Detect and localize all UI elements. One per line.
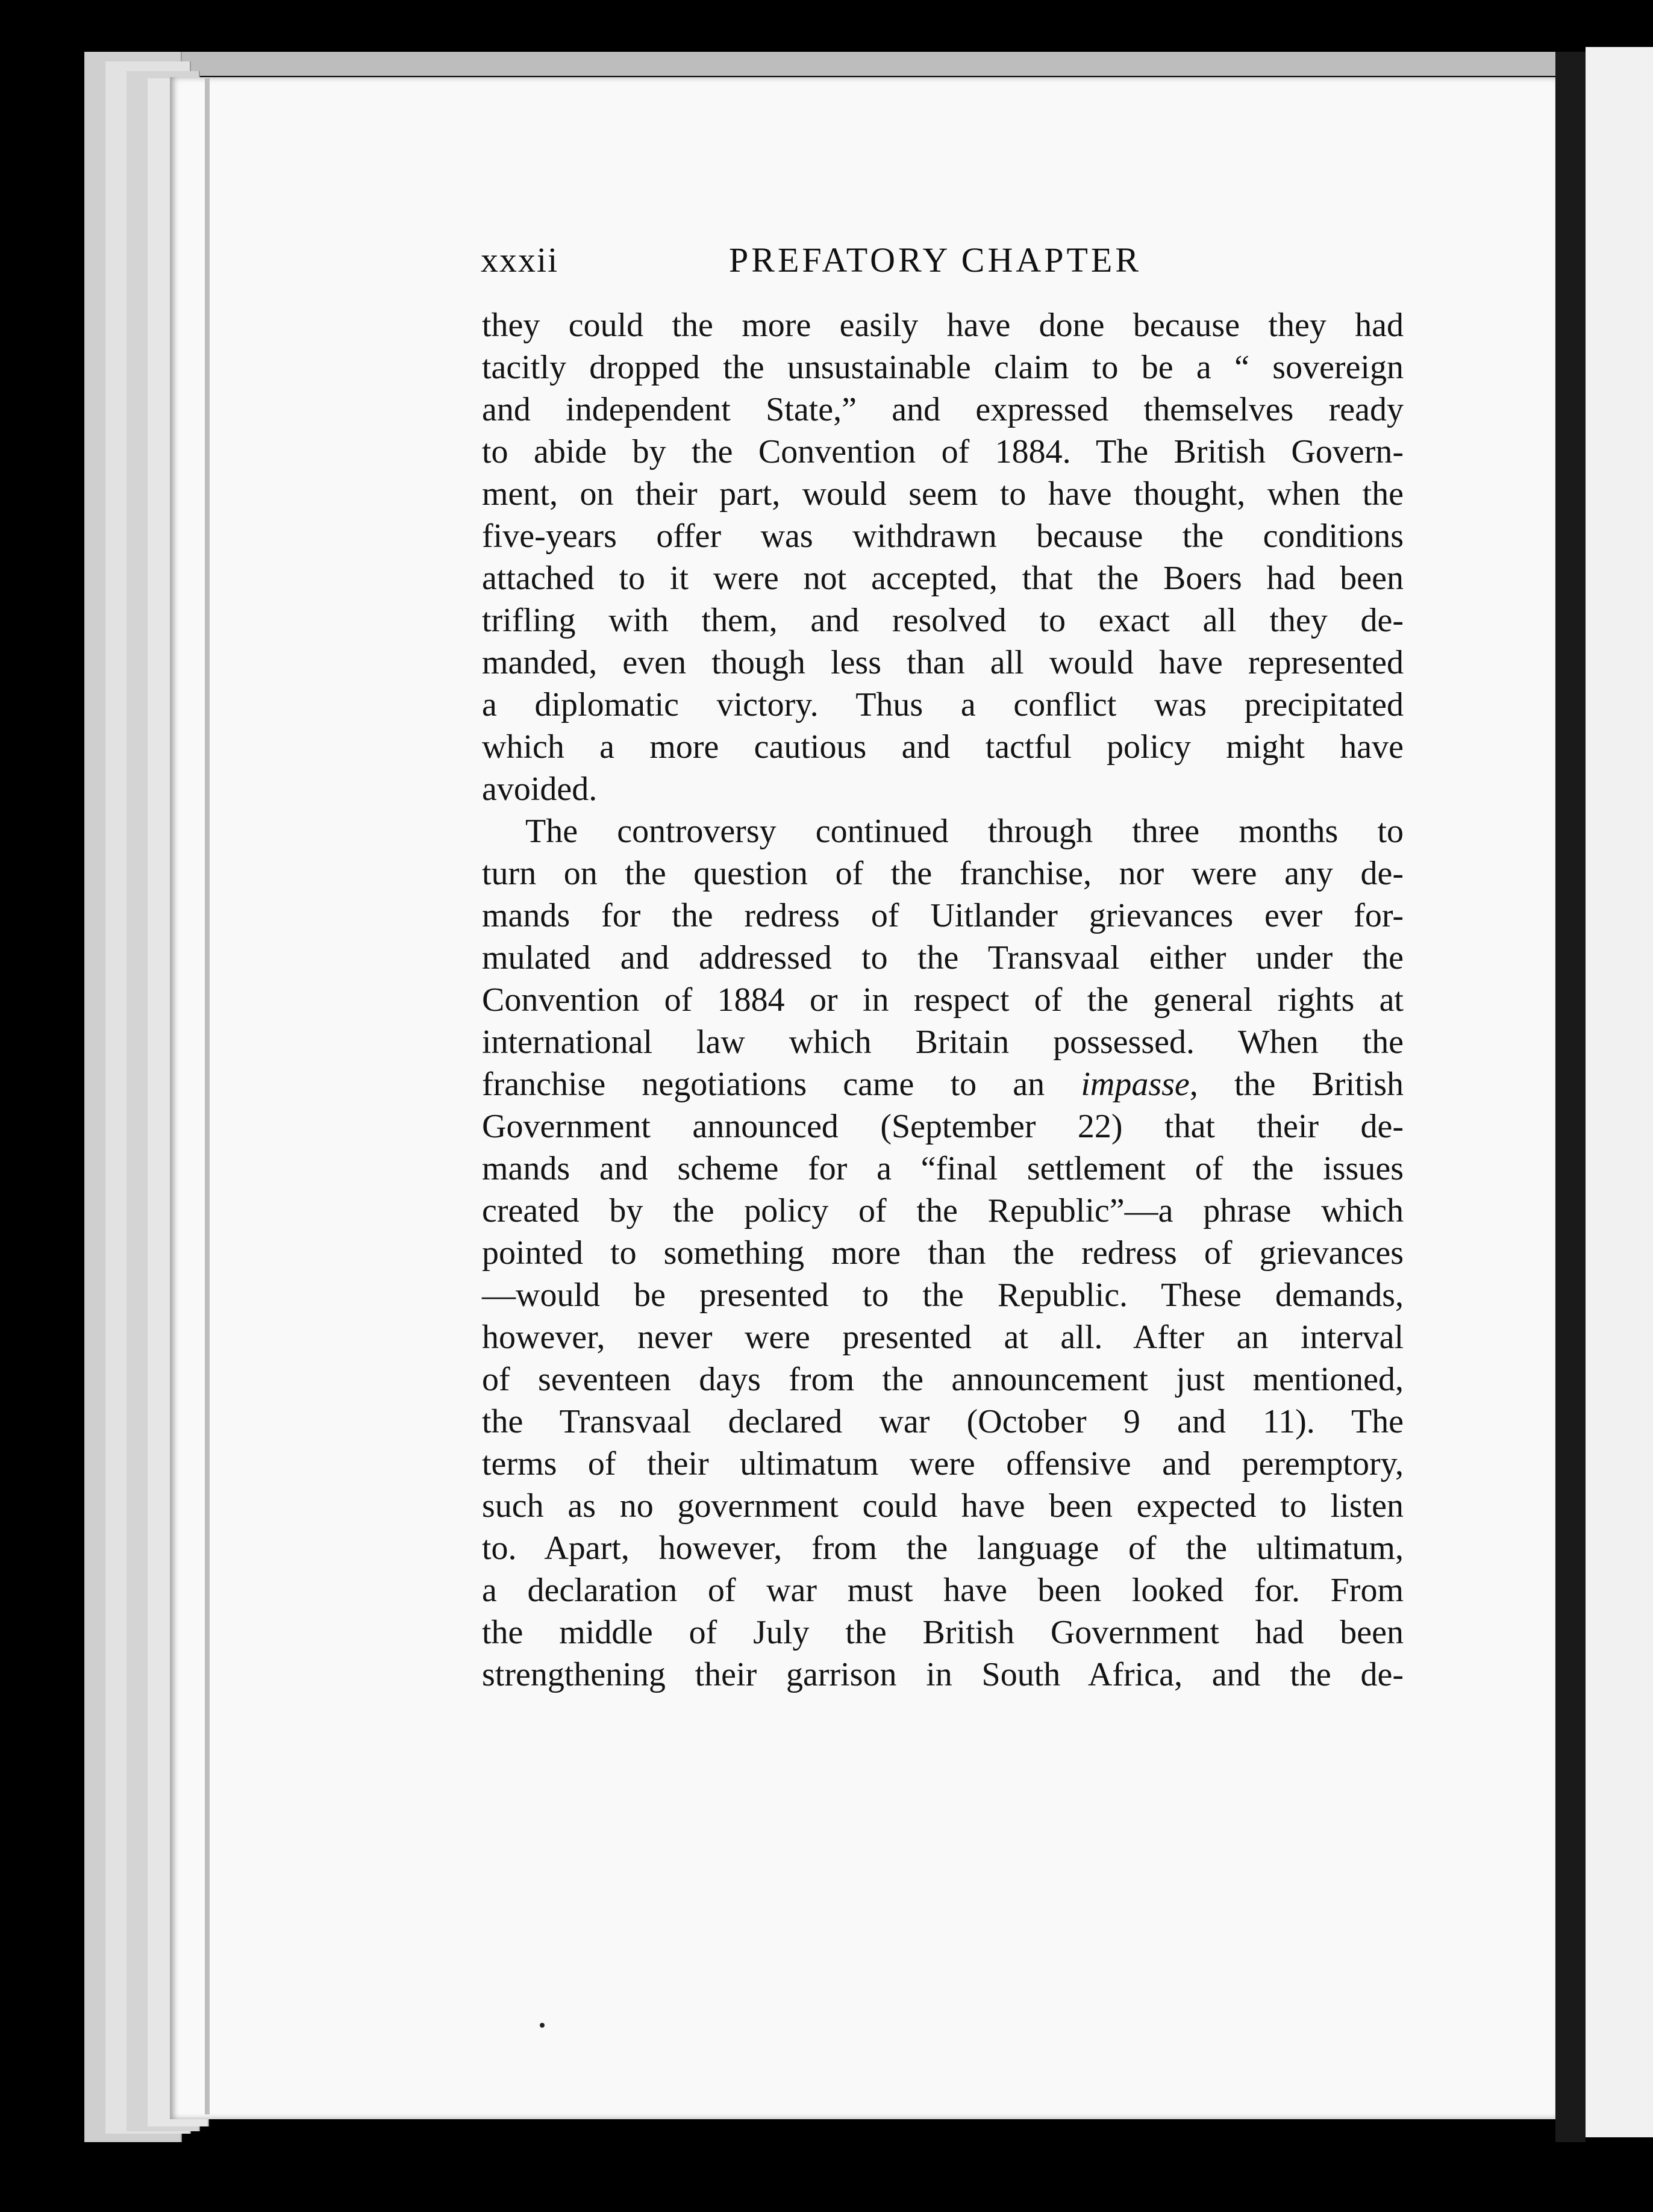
- text-line: strengthening their garrison in South Africa, and the de-: [482, 1656, 1404, 1693]
- ink-dot: [540, 2023, 545, 2028]
- running-title: PREFATORY CHAPTER: [729, 240, 1142, 280]
- text-line: they could the more easily have done because they had: [482, 307, 1404, 344]
- text-line: mands for the redress of Uitlander grievances ever for-: [482, 897, 1404, 934]
- text-line: five-years offer was withdrawn because the conditions: [482, 517, 1404, 555]
- running-head: [481, 240, 1384, 282]
- text-line: a diplomatic victory. Thus a conflict was precipitated: [482, 686, 1404, 723]
- text-line: to. Apart, however, from the language of the ultimatum,: [482, 1529, 1404, 1567]
- text-line: tacitly dropped the unsustainable claim to be a “ sovereign: [482, 349, 1404, 386]
- text-line: trifling with them, and resolved to exact all they de-: [482, 602, 1404, 639]
- page-number: xxxii: [481, 240, 559, 280]
- facing-page-edge: [1586, 47, 1653, 2137]
- book-top-edge: [84, 52, 1566, 76]
- text-line: —would be presented to the Republic. These demands,: [482, 1276, 1404, 1314]
- text-line: pointed to something more than the redress of grievances: [482, 1234, 1404, 1272]
- text-line: turn on the question of the franchise, nor were any de-: [482, 855, 1404, 892]
- text-line: mulated and addressed to the Transvaal either under the: [482, 939, 1404, 976]
- text-line: manded, even though less than all would have represented: [482, 644, 1404, 681]
- text-line: which a more cautious and tactful policy might have: [482, 728, 1404, 766]
- text-line: ment, on their part, would seem to have thought, when the: [482, 475, 1404, 513]
- text-line: the middle of July the British Government had been: [482, 1614, 1404, 1651]
- text-line: such as no government could have been expected to listen: [482, 1487, 1404, 1525]
- text-line: attached to it were not accepted, that the Boers had been: [482, 560, 1404, 597]
- text-line: The controversy continued through three months to: [525, 813, 1404, 850]
- text-line: of seventeen days from the announcement just mentioned,: [482, 1361, 1404, 1398]
- text-line: created by the policy of the Republic”—a phrase which: [482, 1192, 1404, 1229]
- text-line: the Transvaal declared war (October 9 and 11). The: [482, 1403, 1404, 1440]
- text-line: to abide by the Convention of 1884. The British Govern-: [482, 433, 1404, 470]
- text-line: Government announced (September 22) that their de-: [482, 1108, 1404, 1145]
- text-line: avoided.: [482, 770, 598, 808]
- gutter-shadow: [1555, 52, 1586, 2142]
- text-line: however, never were presented at all. After an interval: [482, 1319, 1404, 1356]
- body-text: [482, 304, 1404, 1696]
- page-inner-border: [205, 78, 210, 2114]
- text-line: international law which Britain possessed. When the: [482, 1023, 1404, 1061]
- text-line: mands and scheme for a “final settlement of the issues: [482, 1150, 1404, 1187]
- text-line: Convention of 1884 or in respect of the general rights at: [482, 981, 1404, 1019]
- text-line: and independent State,” and expressed themselves ready: [482, 391, 1404, 428]
- italic-term: impasse: [1081, 1066, 1190, 1103]
- text-line: terms of their ultimatum were offensive and peremptory,: [482, 1445, 1404, 1482]
- text-line: a declaration of war must have been looked for. From: [482, 1572, 1404, 1609]
- text-line: franchise negotiations came to an impasse, the British: [482, 1066, 1404, 1103]
